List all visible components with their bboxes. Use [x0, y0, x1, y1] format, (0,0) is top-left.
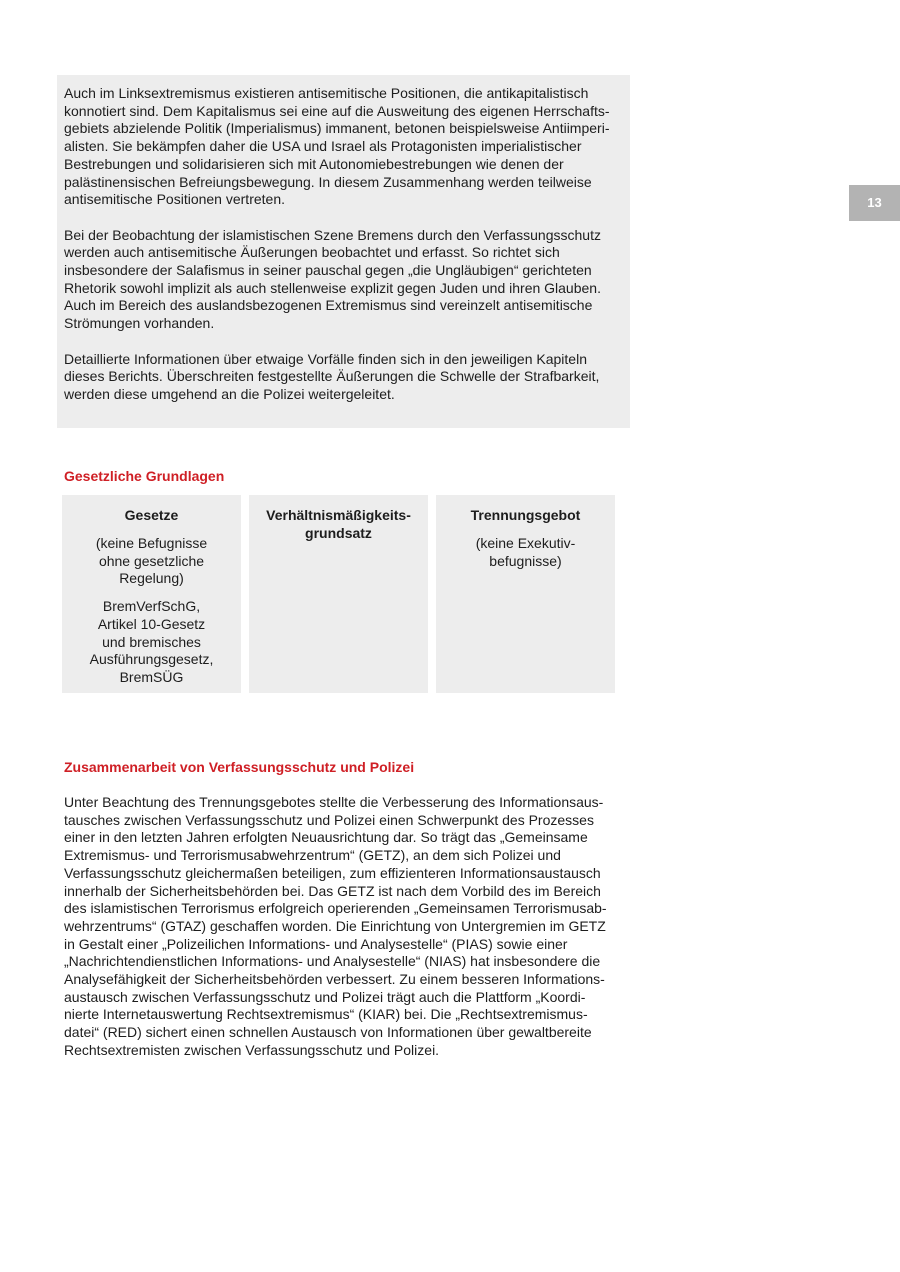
box-verhaeltnismaessigkeitsgrundsatz — [249, 495, 428, 693]
heading-zusammenarbeit: Zusammenarbeit von Verfassungsschutz und Polizei — [64, 759, 415, 776]
box-gesetze — [62, 495, 241, 693]
page-content — [57, 75, 657, 1060]
box-trennungsgebot-title: Trennungsgebot — [470, 507, 581, 524]
intro-text-block — [57, 75, 630, 428]
paragraph-detaillierte-informationen: Detaillierte Informationen über etwaige Vorfälle finden sich in den jeweiligen Kapiteln dieses Berichts. Überschreiten festgestellte Äußerungen die Schwelle der Strafbarkeit, werden diese umgehend an die Polizei weitergeleitet. — [64, 350, 600, 402]
box-gesetze-text-2: BremVerfSchG, Artikel 10-Gesetz und bremisches Ausführungsgesetz, BremSÜG — [89, 598, 214, 685]
page-number-badge — [849, 185, 900, 221]
box-gesetze-text-1: (keine Befugnisse ohne gesetzliche Regelung) — [95, 535, 208, 587]
paragraph-linksextremismus: Auch im Linksextremismus existieren antisemitische Positionen, die antikapitalistisch konnotiert sind. Dem Kapitalismus sei eine auf die Ausweitung des eigenen Herrschafts- gebiets abzielende Politik (Imperialismus) immanent, betonen beispielsweise Antiimperi- alisten. Sie bekämpfen daher die USA und Israel als Protagonisten imperialistischer Bestrebungen und solidarisieren sich mit Autonomiebestrebungen wie denen der palästinensischen Befreiungsbewegung. In diesem Zusammenhang werden teilweise antisemitische Positionen vertreten. — [64, 85, 610, 208]
paragraph-zusammenarbeit: Unter Beachtung des Trennungsgebotes stellte die Verbesserung des Informationsaus- tausches zwischen Verfassungsschutz und Polizei einen Schwerpunkt des Prozesses einer in den letzten Jahren erfolgten Neuausrichtung dar. So trägt das „Gemeinsame Extremismus- und Terrorismusabwehrzentrum“ (GETZ), an dem sich Polizei und Verfassungsschutz gleichermaßen beteiligen, zum effizienteren Informationsaustausch innerhalb der Sicherheitsbehörden bei. Das GETZ ist nach dem Vorbild des im Bereich des islamistischen Terrorismus erfolgreich operierenden „Gemeinsamen Terrorismusab- wehrzentrums“ (GTAZ) geschaffen worden. Die Einrichtung von Untergremien im GETZ in Gestalt einer „Polizeilichen Informations- und Analysestelle“ (PIAS) sowie einer „Nachrichtendienstlichen Informations- und Analysestelle“ (NIAS) hat insbesondere die Analysefähigkeit der Sicherheitsbehörden verbessert. Zu einem besseren Informations- austausch zwischen Verfassungsschutz und Polizei trägt auch die Plattform „Koordi- nierte Internetauswertung Rechtsextremismus“ (KIAR) bei. Die „Rechtsextremismus- datei“ (RED) sichert einen schnellen Austausch von Informationen über gewaltbereite Rechtsextremisten zwischen Verfassungsschutz und Polizei. — [64, 794, 607, 1058]
box-verhaeltnismaessigkeitsgrundsatz-title: Verhältnismäßigkeits- grundsatz — [266, 507, 411, 542]
box-trennungsgebot — [436, 495, 615, 693]
heading-gesetzliche-grundlagen: Gesetzliche Grundlagen — [64, 467, 225, 484]
page-number: 13 — [867, 195, 882, 211]
box-trennungsgebot-text: (keine Exekutiv- befugnisse) — [475, 535, 576, 569]
legal-basis-boxes — [62, 495, 657, 693]
paragraph-islamistische-szene: Bei der Beobachtung der islamistischen Szene Bremens durch den Verfassungsschutz werden auch antisemitische Äußerungen beobachtet und erfasst. So richtet sich insbesondere der Salafismus in seiner pauschal gegen „die Ungläubigen“ gerichteten Rhetorik sowohl implizit als auch stellenweise explizit gegen Juden und ihren Glauben. Auch im Bereich des auslandsbezogenen Extremismus sind vereinzelt antisemitische Strömungen vorhanden. — [64, 226, 601, 332]
box-gesetze-title: Gesetze — [124, 507, 179, 524]
